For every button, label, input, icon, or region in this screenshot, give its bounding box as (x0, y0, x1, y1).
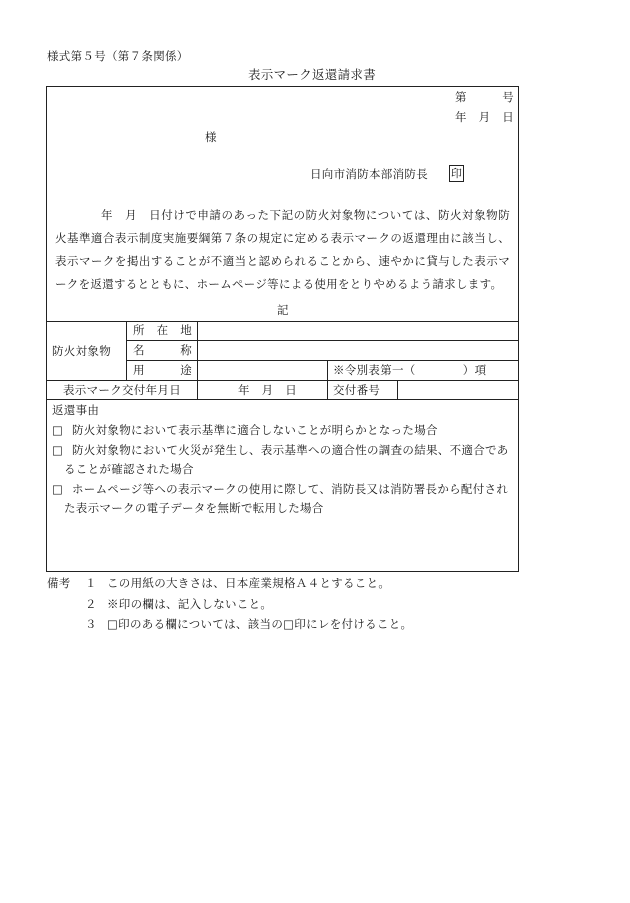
usage-note: ※令別表第一（ ）項 (333, 363, 487, 377)
reason-text: ホームページ等への表示マークの使用に際して、消防長又は消防署長から配付され (72, 482, 509, 496)
usage-label: 用 途 (133, 363, 192, 377)
issue-number-label: 交付番号 (333, 383, 381, 397)
reason-text: ることが確認された場合 (64, 462, 194, 476)
issue-date-label: 表示マーク交付年月日 (63, 383, 181, 397)
group-label: 防火対象物 (52, 344, 111, 358)
note-text: □印のある欄については、該当の□印にレを付けること。 (107, 617, 413, 631)
table-rule (327, 360, 328, 400)
notes-label: 備考 (47, 576, 71, 590)
name-label: 名 称 (133, 343, 192, 357)
addressee-suffix: 様 (205, 130, 217, 144)
form-label: 様式第５号（第７条関係） (47, 49, 189, 63)
note-number: ２ (85, 597, 97, 611)
reason-text: た表示マークの電子データを無断で転用した場合 (64, 501, 324, 515)
request-body: 年 月 日付けで申請のあった下記の防火対象物については、防火対象物防火基準適合表示制度実施要綱第７条の規定に定める表示マークの返還理由に該当し、表示マークを掲出することが不適当と認められることから、速やかに貸与した表示マークを返還するとともに、ホームページ等による使用をとりやめるよう請求します。 (55, 208, 510, 291)
location-label: 所 在 地 (133, 323, 192, 337)
note-number: １ (85, 576, 97, 590)
issue-date-value: 年 月 日 (238, 383, 297, 397)
document-number: 第 号 (455, 90, 514, 104)
ki-label: 記 (277, 303, 289, 317)
reason-text: 防火対象物において表示基準に適合しないことが明らかとなった場合 (72, 423, 438, 437)
table-rule (197, 321, 198, 400)
note-text: この用紙の大きさは、日本産業規格Ａ４とすること。 (107, 576, 391, 590)
reason-text: 防火対象物において火災が発生し、表示基準への適合性の調査の結果、不適合であ (72, 443, 509, 457)
table-rule (126, 321, 127, 380)
seal-box: 印 (450, 167, 463, 180)
table-rule (397, 380, 398, 400)
document-title: 表示マーク返還請求書 (248, 67, 377, 82)
reason-checkbox[interactable]: □ (52, 443, 64, 457)
reason-checkbox[interactable]: □ (52, 423, 64, 437)
note-text: ※印の欄は、記入しないこと。 (107, 597, 273, 611)
reasons-heading: 返還事由 (52, 403, 100, 417)
note-number: ３ (85, 617, 97, 631)
document-date: 年 月 日 (455, 110, 514, 124)
issuer-name: 日向市消防本部消防長 (310, 167, 428, 181)
reason-checkbox[interactable]: □ (52, 482, 64, 496)
